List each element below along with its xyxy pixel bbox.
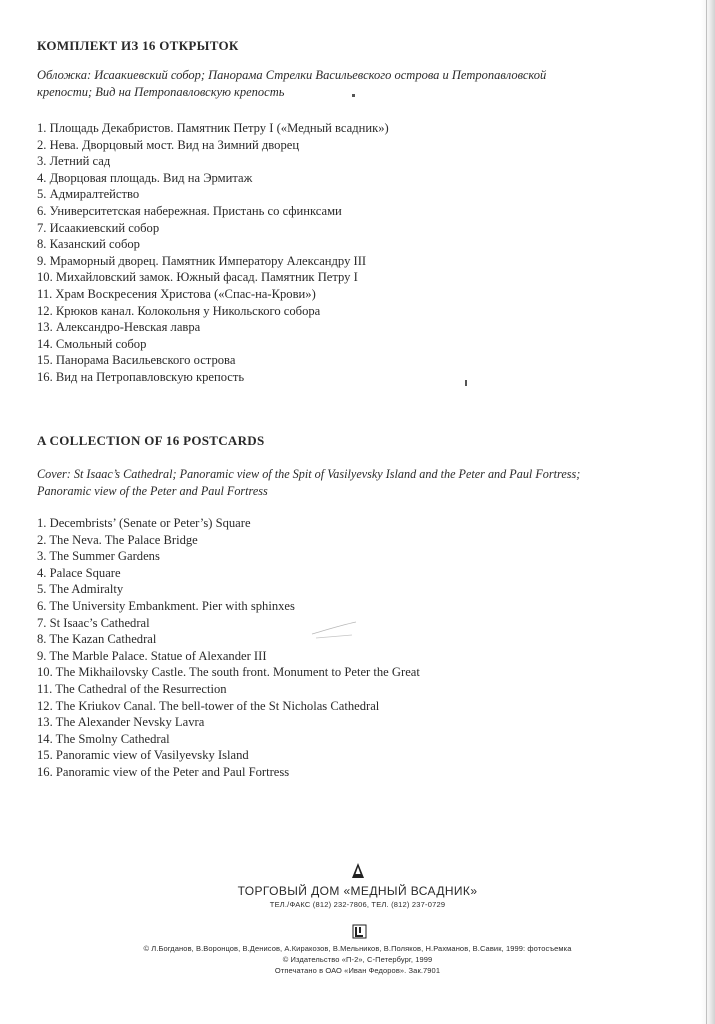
list-item: 2. Нева. Дворцовый мост. Вид на Зимний дворец <box>37 137 300 152</box>
english-cover-description <box>37 466 707 500</box>
publisher-phone: ТЕЛ./ФАКС (812) 232-7806, ТЕЛ. (812) 237-0729 <box>269 900 446 909</box>
list-item: 10. Михайловский замок. Южный фасад. Памятник Петру I <box>37 270 358 285</box>
russian-cover-line: крепости; Вид на Петропавловскую крепость <box>37 85 285 99</box>
list-item: 14. Смольный собор <box>37 336 147 351</box>
list-item: 7. St Isaac’s Cathedral <box>37 615 150 630</box>
russian-heading: КОМПЛЕКТ ИЗ 16 ОТКРЫТОК <box>37 38 239 53</box>
list-item: 7. Исаакиевский собор <box>37 220 160 235</box>
publisher-mark-icon <box>352 924 367 939</box>
list-item: 6. The University Embankment. Pier with sphinxes <box>37 598 295 613</box>
list-item: 2. The Neva. The Palace Bridge <box>37 532 198 547</box>
english-cover-line: Cover: St Isaac’s Cathedral; Panoramic view of the Spit of Vasilyevsky Island and the Peter and Paul Fortress; <box>37 467 581 481</box>
list-item: 16. Panoramic view of the Peter and Paul Fortress <box>37 764 290 779</box>
list-item: 5. The Admiralty <box>37 582 124 597</box>
ink-speck <box>352 94 355 97</box>
list-item: 15. Panoramic view of Vasilyevsky Island <box>37 748 249 763</box>
list-item: 12. The Kriukov Canal. The bell-tower of the St Nicholas Cathedral <box>37 698 380 713</box>
list-item: 12. Крюков канал. Колокольня у Никольского собора <box>37 303 321 318</box>
pencil-scribble <box>308 616 360 642</box>
list-item: 4. Дворцовая площадь. Вид на Эрмитаж <box>37 170 253 185</box>
publisher-copyright: © Издательство «П-2», С-Петербург, 1999 <box>282 955 433 964</box>
english-cover-line: Panoramic view of the Peter and Paul Fortress <box>37 484 268 498</box>
list-item: 11. Храм Воскресения Христова («Спас-на-Крови») <box>37 286 316 301</box>
ink-speck <box>465 380 467 386</box>
publisher-name: ТОРГОВЫЙ ДОМ «МЕДНЫЙ ВСАДНИК» <box>237 884 478 898</box>
list-item: 8. The Kazan Cathedral <box>37 632 157 647</box>
list-item: 15. Панорама Васильевского острова <box>37 353 236 368</box>
list-item: 5. Адмиралтейство <box>37 187 140 202</box>
list-item: 13. Александро-Невская лавра <box>37 320 201 335</box>
list-item: 4. Palace Square <box>37 565 121 580</box>
list-item: 10. The Mikhailovsky Castle. The south front. Monument to Peter the Great <box>37 665 420 680</box>
russian-cover-line: Обложка: Исаакиевский собор; Панорама Стрелки Васильевского острова и Петропавловской <box>37 68 547 82</box>
russian-postcard-list <box>37 120 677 386</box>
list-item: 9. The Marble Palace. Statue of Alexander III <box>37 648 267 663</box>
horseman-logo-icon <box>349 862 367 879</box>
printer-info: Отпечатано в ОАО «Иван Федоров». Зак.7901 <box>274 966 441 975</box>
list-item: 3. Летний сад <box>37 154 111 169</box>
list-item: 1. Площадь Декабристов. Памятник Петру I («Медный всадник») <box>37 121 389 135</box>
list-item: 8. Казанский собор <box>37 237 140 252</box>
list-item: 14. The Smolny Cathedral <box>37 731 170 746</box>
russian-cover-description <box>37 67 677 101</box>
english-postcard-list <box>37 515 677 781</box>
list-item: 1. Decembrists’ (Senate or Peter’s) Square <box>37 516 251 530</box>
english-heading: A COLLECTION OF 16 POSTCARDS <box>37 433 265 448</box>
list-item: 9. Мраморный дворец. Памятник Императору Александру III <box>37 253 367 268</box>
russian-section <box>37 38 677 54</box>
page-edge-line <box>706 0 707 1024</box>
list-item: 16. Вид на Петропавловскую крепость <box>37 369 245 384</box>
photo-credits: © Л.Богданов, В.Воронцов, В.Денисов, А.Киракозов, В.Мельников, В.Поляков, Н.Рахманов, В.Савик, 1999: фотосъемка <box>143 944 572 953</box>
list-item: 3. The Summer Gardens <box>37 549 160 564</box>
page-edge-shadow <box>701 0 715 1024</box>
list-item: 13. The Alexander Nevsky Lavra <box>37 715 205 730</box>
english-section <box>37 433 677 449</box>
list-item: 11. The Cathedral of the Resurrection <box>37 681 227 696</box>
list-item: 6. Университетская набережная. Пристань со сфинксами <box>37 203 342 218</box>
